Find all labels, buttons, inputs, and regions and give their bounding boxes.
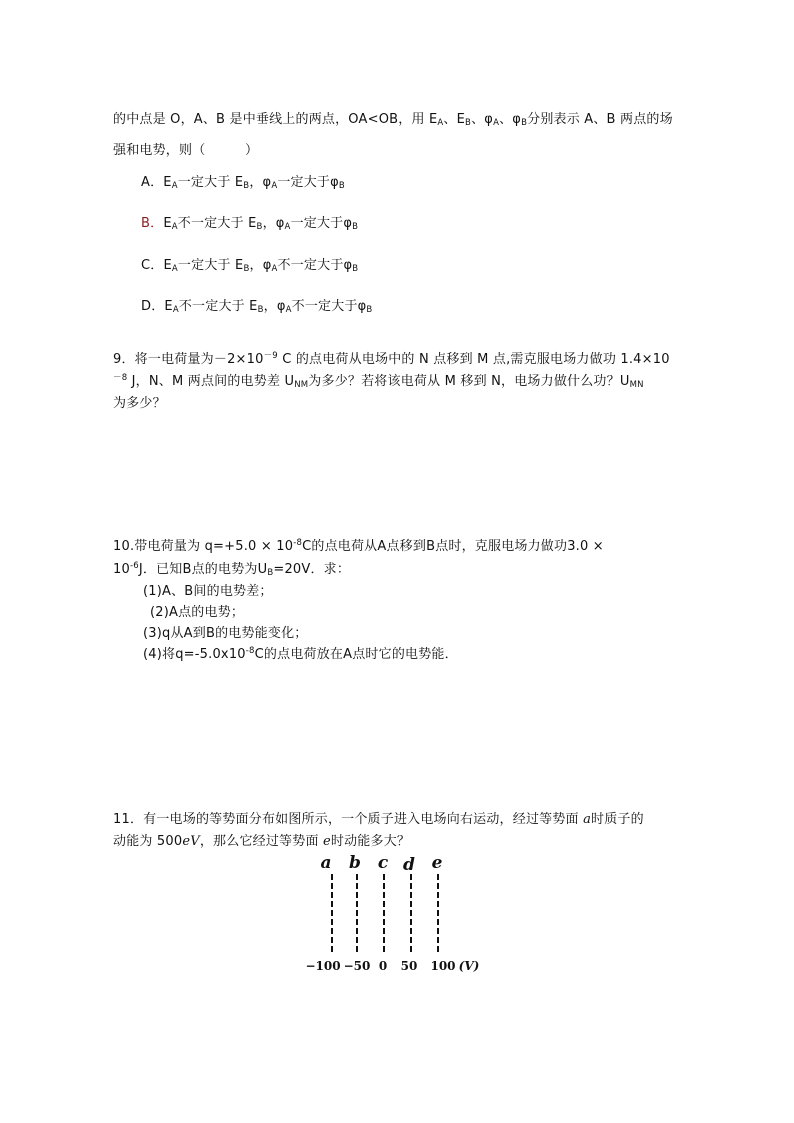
- q9-line2: $^{-8}$ J，N、M 两点间的电势差 $U_{NM}$为多少？若将该电荷从 M 移到 N，电场力做什么功？$U_{MN}$: [113, 373, 644, 390]
- unit-label: (V): [458, 959, 480, 973]
- label-a: a: [320, 853, 332, 873]
- value-b: −50: [343, 959, 371, 973]
- q10-item-2: (2)A点的电势；: [150, 605, 245, 620]
- q8-option-a: A．$E_A$一定大于 $E_B$，$\varphi_A$一定大于$\varphi_B$: [141, 175, 345, 191]
- value-a: −100: [305, 959, 341, 973]
- value-d: 50: [400, 959, 418, 973]
- q10-item-1: (1)A、B间的电势差；: [143, 584, 273, 599]
- q9-line1: 9．将一电荷量为$-2\times 10^{-9}$ C 的点电荷从电场中的 N 点移到 M 点,需克服电场力做功 1.4×10: [113, 351, 670, 367]
- label-d: d: [403, 855, 415, 875]
- label-b: b: [349, 853, 361, 873]
- q8-option-d: D．$E_A$不一定大于 $E_B$，$\varphi_A$不一定大于$\varphi_B$: [141, 299, 373, 315]
- q8-line1: 的中点是 O，A、B 是中垂线上的两点，OA<OB，用 $E_A$、$E_B$、$\varphi_A$、$\varphi_B$分别表示 A、B 两点的场: [113, 112, 673, 128]
- q9-line3: 为多少？: [113, 396, 166, 411]
- label-e: e: [431, 853, 443, 873]
- q10-item-3: (3)q从A到B的电势能变化；: [143, 626, 308, 641]
- equipotential-diagram: [296, 852, 496, 977]
- q11-line1: 11．有一电场的等势面分布如图所示，一个质子进入电场向右运动，经过等势面 a时质子的: [113, 812, 644, 827]
- label-c: c: [377, 853, 389, 873]
- value-e: 100: [430, 959, 456, 973]
- q8-line2: 强和电势，则（ ）: [113, 143, 259, 158]
- q11-line2: 动能为 500eV，那么它经过等势面 e时动能多大？: [113, 834, 411, 849]
- value-c: 0: [378, 959, 388, 973]
- q8-option-c: C．$E_A$一定大于 $E_B$，$\varphi_A$不一定大于$\varphi_B$: [141, 258, 359, 274]
- q8-option-b: B．$E_A$不一定大于 $E_B$，$\varphi_A$一定大于$\varphi_B$: [141, 216, 359, 232]
- q10-item-4: (4)将$q=-5.0x10^{-8}C$的点电荷放在A点时它的电势能．: [143, 646, 458, 662]
- q10-line2: $10^{-6}J$．已知B点的电势为$U_B=20V$．求：: [113, 561, 351, 578]
- q10-line1: 10.带电荷量为 $q=+5.0 \times 10^{-8}C$的点电荷从A点移到B点时，克服电场力做功3.0 ×: [113, 538, 604, 554]
